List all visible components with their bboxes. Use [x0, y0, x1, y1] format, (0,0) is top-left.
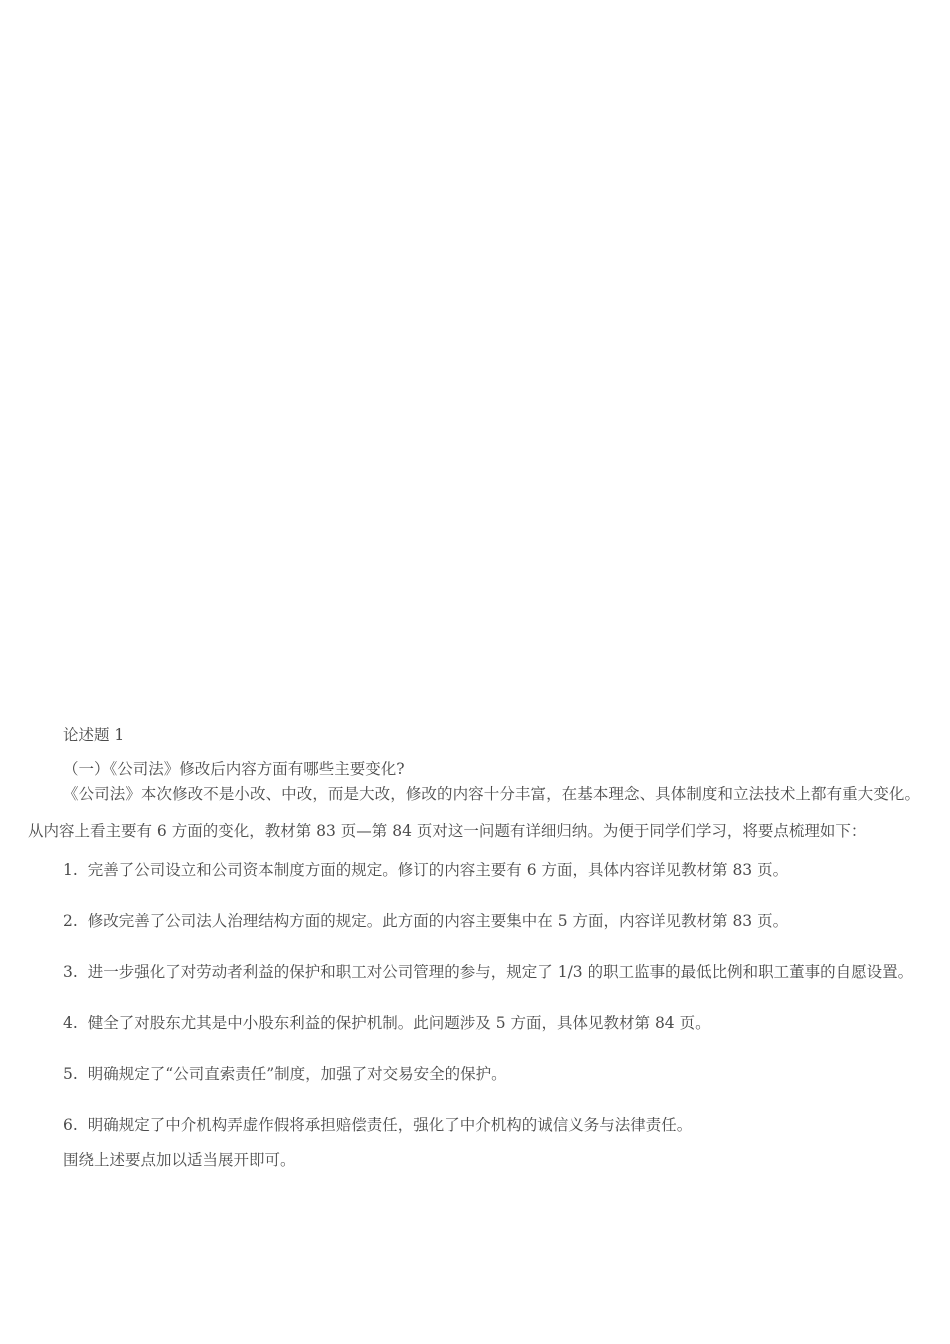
list-item-text: 明确规定了“公司直索责任”制度，加强了对交易安全的保护。	[87, 1065, 507, 1083]
list-item	[28, 954, 920, 991]
list-item-number: 6.	[63, 1116, 78, 1134]
list-item	[28, 1107, 920, 1144]
list-item-text: 完善了公司设立和公司资本制度方面的规定。修订的内容主要有 6 方面，具体内容详见教材第 83 页。	[87, 861, 789, 879]
list-item-number: 2.	[63, 912, 78, 930]
list-item-text: 健全了对股东尤其是中小股东利益的保护机制。此问题涉及 5 方面，具体见教材第 84 页。	[87, 1014, 711, 1032]
key-points-list	[28, 852, 920, 1144]
list-item-number: 3.	[63, 963, 78, 981]
closing-paragraph: 围绕上述要点加以适当展开即可。	[63, 1151, 296, 1169]
document-body	[28, 722, 920, 1172]
list-item-text: 修改完善了公司法人治理结构方面的规定。此方面的内容主要集中在 5 方面，内容详见教材第 83 页。	[87, 912, 789, 930]
intro-paragraph: 《公司法》本次修改不是小改、中改，而是大改，修改的内容十分丰富，在基本理念、具体制度和立法技术上都有重大变化。从内容上看主要有 6 方面的变化，教材第 83 页—第 84 页对这一问题有详细归纳。为便于同学们学习，将要点梳理如下：	[28, 785, 920, 840]
list-item-text: 进一步强化了对劳动者利益的保护和职工对公司管理的参与，规定了 1/3 的职工监事的最低比例和职工董事的自愿设置。	[87, 963, 914, 981]
list-item-number: 1.	[63, 861, 78, 879]
section-heading: 论述题 1	[63, 726, 125, 744]
list-item	[28, 852, 920, 889]
list-item	[28, 1005, 920, 1042]
list-item	[28, 1056, 920, 1093]
list-item-number: 5.	[63, 1065, 78, 1083]
list-item-number: 4.	[63, 1014, 78, 1032]
list-item-text: 明确规定了中介机构弄虚作假将承担赔偿责任，强化了中介机构的诚信义务与法律责任。	[87, 1116, 693, 1134]
list-item	[28, 903, 920, 940]
question-text: （一）《公司法》修改后内容方面有哪些主要变化?	[63, 760, 405, 778]
